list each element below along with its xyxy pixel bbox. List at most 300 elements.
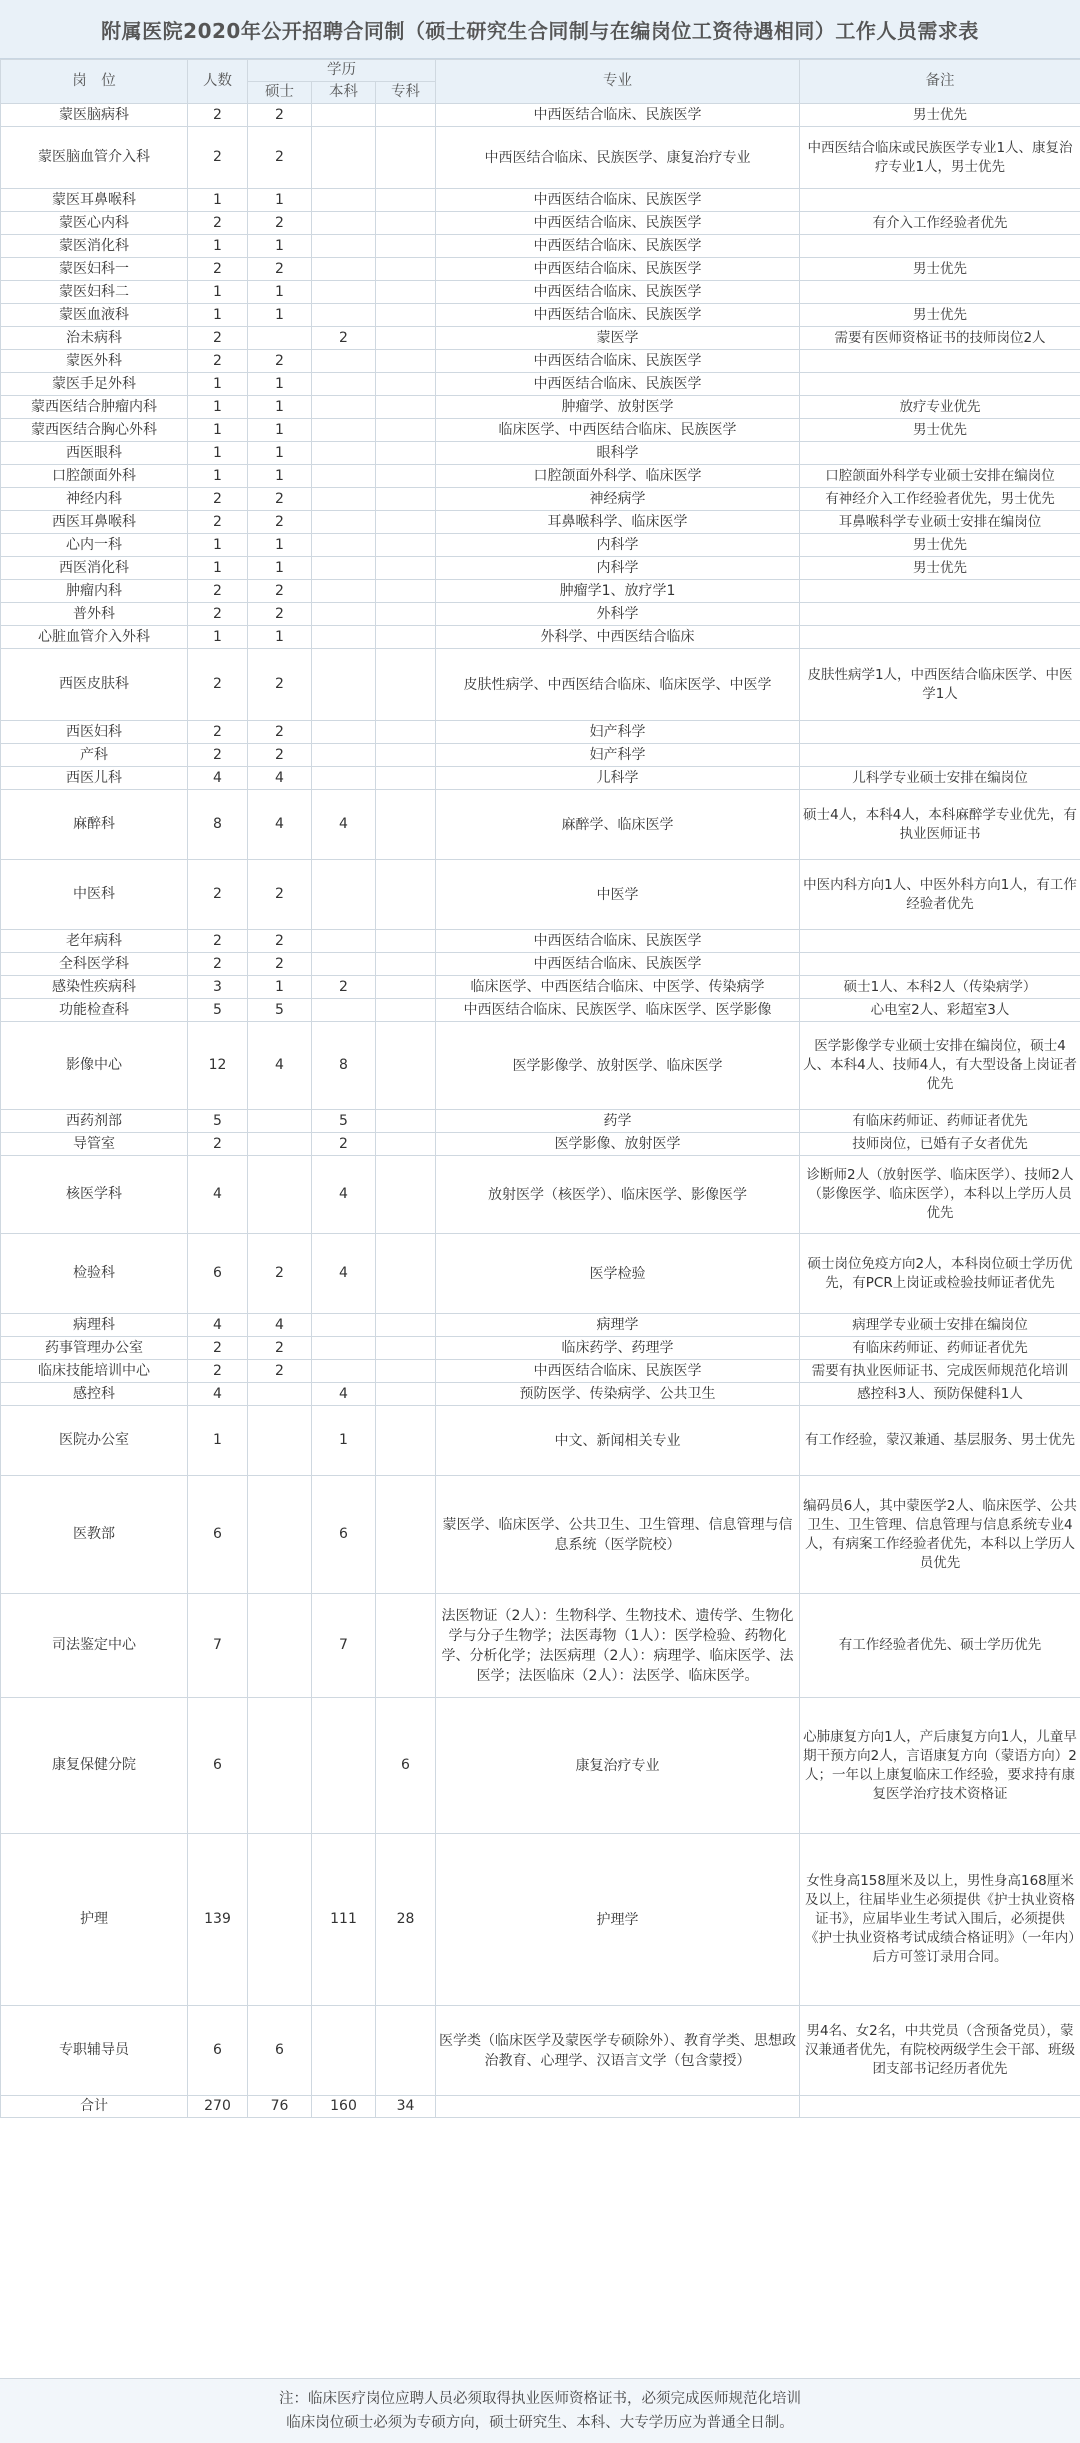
cell-master: 1 [248,442,312,465]
cell-bachelor [312,999,376,1022]
cell-junior [376,930,436,953]
table-row [1,790,1080,860]
cell-bachelor: 4 [312,1234,376,1314]
cell-junior [376,511,436,534]
table-row [1,281,1080,304]
cell-bachelor [312,212,376,235]
cell-major: 放射医学（核医学）、临床医学、影像医学 [436,1156,800,1234]
cell-count: 5 [188,1110,248,1133]
cell-post: 感控科 [1,1383,188,1406]
cell-count: 2 [188,744,248,767]
cell-note [800,930,1080,953]
table-header [1,60,1080,104]
header-major: 专业 [436,60,800,104]
cell-master [248,1476,312,1594]
cell-master: 2 [248,649,312,721]
cell-major: 中西医结合临床、民族医学 [436,373,800,396]
cell-post: 蒙医脑血管介入科 [1,127,188,189]
cell-post: 蒙西医结合胸心外科 [1,419,188,442]
cell-bachelor [312,258,376,281]
cell-major: 妇产科学 [436,744,800,767]
cell-post: 医院办公室 [1,1406,188,1476]
cell-major: 临床医学、中西医结合临床、中医学、传染病学 [436,976,800,999]
cell-note: 有介入工作经验者优先 [800,212,1080,235]
cell-note: 有工作经验者优先、硕士学历优先 [800,1594,1080,1698]
cell-master [248,1698,312,1834]
table-row [1,1834,1080,2006]
cell-major: 临床医学、中西医结合临床、民族医学 [436,419,800,442]
cell-note [800,580,1080,603]
cell-major: 中西医结合临床、民族医学、临床医学、医学影像 [436,999,800,1022]
cell-bachelor [312,488,376,511]
cell-major: 中西医结合临床、民族医学、康复治疗专业 [436,127,800,189]
cell-note: 男士优先 [800,557,1080,580]
table-row [1,488,1080,511]
cell-note [800,235,1080,258]
cell-post: 病理科 [1,1314,188,1337]
cell-count: 1 [188,465,248,488]
cell-junior [376,580,436,603]
cell-post: 蒙医妇科二 [1,281,188,304]
cell-master: 6 [248,2006,312,2096]
table-row [1,327,1080,350]
cell-note [800,350,1080,373]
cell-junior [376,1337,436,1360]
header-education: 学历 [248,60,436,82]
cell-master: 4 [248,1314,312,1337]
table-row [1,350,1080,373]
cell-bachelor [312,1698,376,1834]
cell-note: 有工作经验，蒙汉兼通、基层服务、男士优先 [800,1406,1080,1476]
cell-bachelor [312,235,376,258]
cell-post: 导管室 [1,1133,188,1156]
cell-major: 法医物证（2人）：生物科学、生物技术、遗传学、生物化学与分子生物学；法医毒物（1人）：医学检验、药物化学、分析化学；法医病理（2人）：病理学、临床医学、法医学；法医临床（2人）：法医学、临床医学。 [436,1594,800,1698]
cell-master [248,1594,312,1698]
cell-note: 心电室2人、彩超室3人 [800,999,1080,1022]
cell-major: 中西医结合临床、民族医学 [436,1360,800,1383]
cell-post: 蒙医手足外科 [1,373,188,396]
cell-major: 蒙医学、临床医学、公共卫生、卫生管理、信息管理与信息系统（医学院校） [436,1476,800,1594]
cell-count: 2 [188,104,248,127]
cell-junior: 6 [376,1698,436,1834]
cell-junior [376,1594,436,1698]
cell-bachelor: 2 [312,327,376,350]
table-row [1,767,1080,790]
cell-junior [376,350,436,373]
cell-master: 2 [248,580,312,603]
cell-note: 男士优先 [800,258,1080,281]
table-row [1,976,1080,999]
cell-count: 5 [188,999,248,1022]
cell-bachelor [312,373,376,396]
header-master: 硕士 [248,82,312,104]
table-row [1,603,1080,626]
table-row [1,534,1080,557]
table-row [1,580,1080,603]
cell-note: 男士优先 [800,304,1080,327]
cell-bachelor [312,744,376,767]
table-row [1,1133,1080,1156]
cell-post: 康复保健分院 [1,1698,188,1834]
header-note: 备注 [800,60,1080,104]
cell-master: 2 [248,350,312,373]
table-row [1,860,1080,930]
cell-junior [376,104,436,127]
cell-post: 西医妇科 [1,721,188,744]
cell-junior [376,258,436,281]
cell-master: 2 [248,721,312,744]
cell-major: 麻醉学、临床医学 [436,790,800,860]
cell-count: 4 [188,1156,248,1234]
cell-count: 6 [188,1476,248,1594]
cell-master: 1 [248,626,312,649]
cell-bachelor [312,465,376,488]
cell-major: 中西医结合临床、民族医学 [436,350,800,373]
cell-major: 中西医结合临床、民族医学 [436,189,800,212]
cell-bachelor: 5 [312,1110,376,1133]
cell-count: 2 [188,860,248,930]
cell-note: 医学影像学专业硕士安排在编岗位，硕士4人、本科4人、技师4人，有大型设备上岗证者优先 [800,1022,1080,1110]
cell-bachelor: 8 [312,1022,376,1110]
table-row [1,1476,1080,1594]
table-row [1,1337,1080,1360]
cell-master: 2 [248,603,312,626]
cell-master: 5 [248,999,312,1022]
cell-post: 西医眼科 [1,442,188,465]
cell-note: 放疗专业优先 [800,396,1080,419]
cell-post: 治未病科 [1,327,188,350]
cell-major: 医学影像、放射医学 [436,1133,800,1156]
cell-master [248,1383,312,1406]
cell-note: 儿科学专业硕士安排在编岗位 [800,767,1080,790]
table-row [1,373,1080,396]
cell-master: 1 [248,396,312,419]
cell-junior [376,1234,436,1314]
cell-bachelor: 2 [312,976,376,999]
cell-junior [376,1022,436,1110]
table-row [1,649,1080,721]
cell-count: 2 [188,580,248,603]
cell-major: 眼科学 [436,442,800,465]
cell-bachelor [312,603,376,626]
cell-major: 临床药学、药理学 [436,1337,800,1360]
cell-junior [376,1156,436,1234]
cell-junior [376,1110,436,1133]
cell-junior [376,999,436,1022]
cell-major: 中文、新闻相关专业 [436,1406,800,1476]
cell-junior [376,1476,436,1594]
cell-count: 1 [188,235,248,258]
cell-junior [376,373,436,396]
cell-note: 硕士4人，本科4人，本科麻醉学专业优先，有执业医师证书 [800,790,1080,860]
cell-post: 蒙医血液科 [1,304,188,327]
cell-bachelor: 111 [312,1834,376,2006]
cell-junior [376,976,436,999]
cell-post: 心内一科 [1,534,188,557]
cell-count: 2 [188,127,248,189]
cell-post: 蒙医脑病科 [1,104,188,127]
cell-post: 蒙西医结合肿瘤内科 [1,396,188,419]
table-row [1,1156,1080,1234]
cell-count: 6 [188,2006,248,2096]
cell-post: 蒙医耳鼻喉科 [1,189,188,212]
cell-junior [376,744,436,767]
cell-bachelor [312,419,376,442]
cell-post: 蒙医妇科一 [1,258,188,281]
table-row [1,1594,1080,1698]
cell-post: 药事管理办公室 [1,1337,188,1360]
cell-master [248,1110,312,1133]
footer-note [0,2378,1080,2443]
cell-bachelor [312,189,376,212]
cell-major: 康复治疗专业 [436,1698,800,1834]
cell-master [248,1406,312,1476]
cell-major: 内科学 [436,557,800,580]
cell-post: 西医儿科 [1,767,188,790]
cell-junior [376,860,436,930]
cell-master: 1 [248,304,312,327]
cell-master: 1 [248,419,312,442]
cell-major: 中西医结合临床、民族医学 [436,235,800,258]
cell-bachelor [312,721,376,744]
cell-count: 3 [188,976,248,999]
cell-count: 1 [188,396,248,419]
cell-master: 1 [248,281,312,304]
table-row [1,1360,1080,1383]
cell-note: 男士优先 [800,104,1080,127]
cell-bachelor [312,511,376,534]
cell-post: 西医皮肤科 [1,649,188,721]
cell-post: 蒙医外科 [1,350,188,373]
cell-note: 男4名、女2名，中共党员（含预备党员），蒙汉兼通者优先，有院校两级学生会干部、班级团支部书记经历者优先 [800,2006,1080,2096]
cell-count: 1 [188,1406,248,1476]
cell-master [248,1133,312,1156]
cell-count: 2 [188,488,248,511]
cell-post: 影像中心 [1,1022,188,1110]
cell-count: 2 [188,511,248,534]
total-cell-junior: 34 [376,2096,436,2118]
total-cell-post: 合计 [1,2096,188,2118]
cell-bachelor: 7 [312,1594,376,1698]
cell-junior [376,304,436,327]
cell-note: 需要有执业医师证书、完成医师规范化培训 [800,1360,1080,1383]
cell-count: 2 [188,603,248,626]
cell-note: 耳鼻喉科学专业硕士安排在编岗位 [800,511,1080,534]
cell-major: 中西医结合临床、民族医学 [436,304,800,327]
cell-major: 中西医结合临床、民族医学 [436,281,800,304]
table-row [1,930,1080,953]
cell-count: 1 [188,557,248,580]
cell-master: 2 [248,1360,312,1383]
table-title-bar [0,0,1080,59]
cell-bachelor [312,580,376,603]
table-row [1,999,1080,1022]
cell-count: 6 [188,1234,248,1314]
cell-bachelor [312,953,376,976]
cell-bachelor: 1 [312,1406,376,1476]
cell-major: 医学影像学、放射医学、临床医学 [436,1022,800,1110]
cell-post: 全科医学科 [1,953,188,976]
cell-bachelor [312,767,376,790]
cell-note: 有临床药师证、药师证者优先 [800,1110,1080,1133]
cell-junior [376,1314,436,1337]
cell-bachelor [312,1360,376,1383]
cell-master [248,1156,312,1234]
table-row [1,2006,1080,2096]
cell-count: 2 [188,212,248,235]
cell-bachelor: 2 [312,1133,376,1156]
cell-major: 外科学、中西医结合临床 [436,626,800,649]
cell-note [800,442,1080,465]
cell-post: 老年病科 [1,930,188,953]
total-cell-bachelor: 160 [312,2096,376,2118]
cell-post: 医教部 [1,1476,188,1594]
cell-junior [376,626,436,649]
cell-major: 中西医结合临床、民族医学 [436,953,800,976]
cell-count: 2 [188,327,248,350]
cell-major: 病理学 [436,1314,800,1337]
cell-post: 护理 [1,1834,188,2006]
cell-post: 肿瘤内科 [1,580,188,603]
table-row [1,258,1080,281]
cell-post: 神经内科 [1,488,188,511]
cell-count: 4 [188,1314,248,1337]
table-row [1,1383,1080,1406]
page-title: 附属医院2020年公开招聘合同制（硕士研究生合同制与在编岗位工资待遇相同）工作人员需求表 [101,15,979,44]
cell-note: 心肺康复方向1人，产后康复方向1人，儿童早期干预方向2人，言语康复方向（蒙语方向）2人；一年以上康复临床工作经验，要求持有康复医学治疗技术资格证 [800,1698,1080,1834]
cell-bachelor [312,442,376,465]
cell-count: 1 [188,304,248,327]
cell-major: 医学检验 [436,1234,800,1314]
cell-major: 内科学 [436,534,800,557]
cell-major: 耳鼻喉科学、临床医学 [436,511,800,534]
cell-count: 1 [188,626,248,649]
cell-post: 口腔颌面外科 [1,465,188,488]
cell-junior [376,442,436,465]
cell-post: 蒙医心内科 [1,212,188,235]
cell-major: 医学类（临床医学及蒙医学专硕除外）、教育学类、思想政治教育、心理学、汉语言文学（包含蒙授） [436,2006,800,2096]
cell-major: 妇产科学 [436,721,800,744]
cell-count: 2 [188,1337,248,1360]
cell-bachelor [312,127,376,189]
cell-post: 心脏血管介入外科 [1,626,188,649]
cell-note: 技师岗位，已婚有子女者优先 [800,1133,1080,1156]
cell-master: 1 [248,465,312,488]
cell-major: 中西医结合临床、民族医学 [436,258,800,281]
cell-count: 139 [188,1834,248,2006]
table-row [1,442,1080,465]
cell-master: 1 [248,534,312,557]
cell-master: 1 [248,976,312,999]
cell-bachelor [312,534,376,557]
cell-note [800,953,1080,976]
cell-note: 中西医结合临床或民族医学专业1人、康复治疗专业1人，男士优先 [800,127,1080,189]
cell-junior [376,465,436,488]
cell-master: 2 [248,212,312,235]
table-row [1,465,1080,488]
cell-junior [376,649,436,721]
header-count: 人数 [188,60,248,104]
cell-bachelor: 6 [312,1476,376,1594]
cell-bachelor [312,649,376,721]
cell-note: 病理学专业硕士安排在编岗位 [800,1314,1080,1337]
cell-count: 1 [188,534,248,557]
cell-major: 皮肤性病学、中西医结合临床、临床医学、中医学 [436,649,800,721]
table-row [1,1314,1080,1337]
cell-master: 2 [248,511,312,534]
cell-master: 1 [248,189,312,212]
cell-post: 临床技能培训中心 [1,1360,188,1383]
cell-note: 女性身高158厘米及以上，男性身高168厘米及以上，往届毕业生必须提供《护士执业资格证书》，应届毕业生考试入围后，必须提供《护士执业资格考试成绩合格证明》（一年内）后方可签订录用合同。 [800,1834,1080,2006]
cell-count: 2 [188,721,248,744]
cell-junior [376,790,436,860]
cell-major: 儿科学 [436,767,800,790]
cell-post: 麻醉科 [1,790,188,860]
cell-count: 7 [188,1594,248,1698]
cell-junior [376,212,436,235]
cell-note: 硕士岗位免疫方向2人，本科岗位硕士学历优先，有PCR上岗证或检验技师证者优先 [800,1234,1080,1314]
cell-count: 1 [188,373,248,396]
cell-bachelor [312,104,376,127]
cell-junior [376,534,436,557]
cell-junior [376,189,436,212]
cell-master: 2 [248,953,312,976]
cell-note: 有神经介入工作经验者优先，男士优先 [800,488,1080,511]
cell-count: 12 [188,1022,248,1110]
cell-bachelor [312,350,376,373]
cell-junior [376,953,436,976]
cell-major: 中医学 [436,860,800,930]
cell-junior [376,396,436,419]
cell-count: 1 [188,442,248,465]
cell-junior [376,327,436,350]
table-row [1,104,1080,127]
cell-count: 1 [188,419,248,442]
cell-junior [376,1133,436,1156]
cell-junior [376,419,436,442]
cell-note: 诊断师2人（放射医学、临床医学）、技师2人（影像医学、临床医学），本科以上学历人员优先 [800,1156,1080,1234]
cell-junior [376,721,436,744]
cell-major: 外科学 [436,603,800,626]
cell-major: 预防医学、传染病学、公共卫生 [436,1383,800,1406]
cell-major: 神经病学 [436,488,800,511]
total-cell-master: 76 [248,2096,312,2118]
table-row [1,235,1080,258]
cell-post: 中医科 [1,860,188,930]
cell-note: 编码员6人，其中蒙医学2人、临床医学、公共卫生、卫生管理、信息管理与信息系统专业4人，有病案工作经验者优先，本科以上学历人员优先 [800,1476,1080,1594]
cell-bachelor [312,2006,376,2096]
cell-major: 中西医结合临床、民族医学 [436,104,800,127]
cell-note: 口腔颌面外科学专业硕士安排在编岗位 [800,465,1080,488]
cell-note: 需要有医师资格证书的技师岗位2人 [800,327,1080,350]
table-total-row [1,2096,1080,2118]
cell-count: 1 [188,281,248,304]
cell-count: 2 [188,953,248,976]
total-cell-count: 270 [188,2096,248,2118]
cell-junior [376,1360,436,1383]
table-row [1,396,1080,419]
cell-major: 中西医结合临床、民族医学 [436,930,800,953]
cell-note [800,744,1080,767]
cell-count: 2 [188,258,248,281]
cell-post: 产科 [1,744,188,767]
cell-note [800,626,1080,649]
cell-bachelor [312,304,376,327]
cell-bachelor [312,1337,376,1360]
cell-note [800,281,1080,304]
cell-post: 核医学科 [1,1156,188,1234]
cell-bachelor [312,860,376,930]
